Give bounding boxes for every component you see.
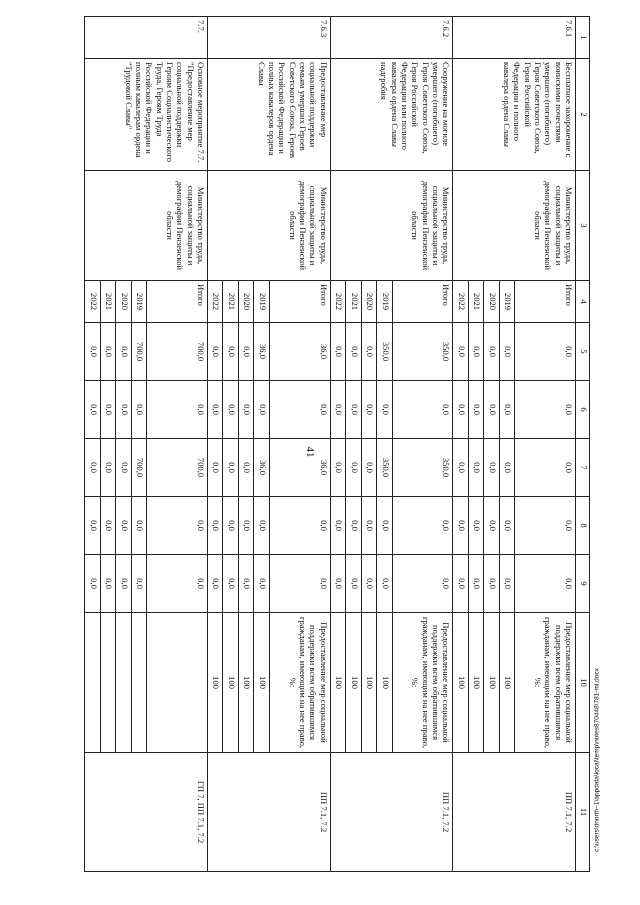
year-value: 0,0 [377,497,393,555]
indicator-value: 100 [484,613,500,753]
year-value: 0,0 [499,381,515,439]
total-value: 36,0 [269,439,330,497]
measure-name: Бесплатное захоронение с воинскими почестями умершего (погибшего) Героя Советского Союза, Героя Российской Федерации и полного кавалера ордена Славы [453,59,576,171]
year-value: 0,0 [238,555,254,613]
year-cell: 2019 [254,281,270,323]
program-row [392,17,453,872]
year-cell: 2019 [131,281,147,323]
header-cell: 4 [576,281,590,323]
year-cell: 2021 [223,281,239,323]
reference-cell: ПП 7.1, 7.2 [207,753,330,872]
header-cell: 7 [576,439,590,497]
indicator-value: 100 [346,613,362,753]
year-value: 0,0 [346,497,362,555]
year-value: 0,0 [330,439,346,497]
indicator-value: 100 [361,613,377,753]
total-value: 0,0 [269,497,330,555]
indicator-value: 100 [468,613,484,753]
year-value: 36,0 [254,323,270,381]
measure-name: Сооружение на могиле умершего (погибшего) Героя Советского Союза, Героя Российской Федерации или полного кавалера ордена Славы надгробия [330,59,453,171]
header-row [576,17,590,872]
year-value: 0,0 [207,323,223,381]
year-cell: 2020 [116,281,132,323]
total-label: Итого [515,281,576,323]
year-value: 0,0 [85,439,101,497]
year-value: 0,0 [330,323,346,381]
header-cell: 10 [576,613,590,753]
year-cell: 2019 [499,281,515,323]
header-cell: 6 [576,381,590,439]
year-value: 0,0 [254,555,270,613]
total-label: Итого [392,281,453,323]
year-value: 0,0 [330,497,346,555]
year-cell: 2022 [207,281,223,323]
year-value: 0,0 [361,555,377,613]
total-value: 0,0 [147,555,208,613]
year-value: 0,0 [131,497,147,555]
executor-cell: Министерство труда, социальной защиты и демографии Пензенской области [453,171,576,281]
year-value: 0,0 [484,439,500,497]
measure-name: Основное мероприятие 7.7. "Предоставление мер социальной поддержки Героям Социалистического Труда, Героям Труда Российской Федерации и полным кавалерам ордена "Трудовой Славы" [85,59,208,171]
total-value: 0,0 [515,323,576,381]
executor-cell: Министерство труда, социальной защиты и демографии Пензенской области [207,171,330,281]
year-value: 0,0 [346,439,362,497]
indicator-cell: Предоставление мер социальной поддержки всем обратившимся гражданам, имеющим на нее право, %: [392,613,453,753]
year-value: 36,0 [254,439,270,497]
year-value: 0,0 [100,323,116,381]
total-value: 0,0 [392,497,453,555]
executor-cell: Министерство труда, социальной защиты и демографии Пензенской области [85,171,208,281]
year-value: 0,0 [223,323,239,381]
year-value: 0,0 [484,555,500,613]
year-value: 0,0 [238,439,254,497]
year-cell: 2021 [346,281,362,323]
indicator-cell: Предоставление мер социальной поддержки всем обратившимся гражданам, имеющим на нее право, %: [515,613,576,753]
year-value: 0,0 [468,439,484,497]
year-value: 0,0 [453,323,469,381]
year-value: 0,0 [116,555,132,613]
year-value: 0,0 [116,381,132,439]
total-value: 0,0 [392,555,453,613]
header-cell: 5 [576,323,590,381]
indicator-value [131,613,147,753]
year-cell: 2019 [377,281,393,323]
program-table [84,16,590,872]
indicator-cell [147,613,208,753]
year-value: 0,0 [361,323,377,381]
year-value: 350,0 [377,323,393,381]
year-value: 700,0 [131,439,147,497]
indicator-value: 100 [499,613,515,753]
total-value: 0,0 [147,497,208,555]
indicator-value [116,613,132,753]
year-cell: 2020 [238,281,254,323]
year-value: 0,0 [484,381,500,439]
total-value: 350,0 [392,439,453,497]
year-cell: 2022 [330,281,346,323]
reference-cell: ПП 7.1, 7.2 [330,753,453,872]
year-value: 0,0 [85,381,101,439]
year-value: 0,0 [223,439,239,497]
year-value: 0,0 [223,555,239,613]
indicator-value [100,613,116,753]
year-value: 0,0 [499,555,515,613]
reference-cell: ПП 7.1, 7.2 [453,753,576,872]
rotated-table-container [84,16,590,871]
total-value: 0,0 [269,555,330,613]
year-value: 0,0 [361,497,377,555]
year-value: 0,0 [100,497,116,555]
year-cell: 2022 [453,281,469,323]
total-value: 350,0 [392,323,453,381]
year-value: 0,0 [468,381,484,439]
total-value: 0,0 [515,497,576,555]
indicator-value: 100 [377,613,393,753]
year-value: 0,0 [453,497,469,555]
year-value: 0,0 [361,381,377,439]
year-value: 0,0 [499,439,515,497]
executor-cell: Министерство труда, социальной защиты и демографии Пензенской области [330,171,453,281]
year-value: 0,0 [468,497,484,555]
total-value: 0,0 [515,439,576,497]
reference-cell: ГП 7, ПП 7.1, 7.2 [85,753,208,872]
header-cell: 3 [576,171,590,281]
year-value: 0,0 [238,323,254,381]
year-value: 0,0 [207,381,223,439]
total-value: 700,0 [147,323,208,381]
year-value: 0,0 [330,381,346,439]
measure-name: Предоставление мер социальной поддержки семьям умерших Героев Советского Союза, Героев Российской Федерации и полных кавалеров ордена Славы [207,59,330,171]
year-value: 0,0 [223,381,239,439]
year-value: 0,0 [453,555,469,613]
year-value: 0,0 [207,555,223,613]
row-number: 7.6.3 [207,17,330,59]
year-value: 0,0 [238,381,254,439]
year-value: 0,0 [100,381,116,439]
year-cell: 2021 [468,281,484,323]
year-value: 0,0 [484,323,500,381]
row-number: 7.7. [85,17,208,59]
year-value: 0,0 [499,497,515,555]
year-value: 0,0 [346,323,362,381]
indicator-value: 100 [453,613,469,753]
total-value: 36,0 [269,323,330,381]
total-label: Итого [269,281,330,323]
file-path: c:\users\dnorth~1\appdata\local\temp\notes870448\781-mi.docx [593,668,601,852]
program-row [147,17,208,872]
year-value: 0,0 [238,497,254,555]
year-value: 0,0 [346,555,362,613]
year-value: 0,0 [100,439,116,497]
year-value: 0,0 [207,497,223,555]
year-value: 0,0 [361,439,377,497]
year-cell: 2020 [361,281,377,323]
row-number: 7.6.1 [453,17,576,59]
year-value: 0,0 [468,555,484,613]
year-value: 0,0 [377,381,393,439]
year-value: 0,0 [499,323,515,381]
total-value: 0,0 [392,381,453,439]
year-value: 0,0 [346,381,362,439]
total-label: Итого [147,281,208,323]
year-value: 0,0 [223,497,239,555]
year-value: 0,0 [330,555,346,613]
year-value: 0,0 [468,323,484,381]
program-row [515,17,576,872]
year-cell: 2020 [484,281,500,323]
header-cell: 9 [576,555,590,613]
header-cell: 2 [576,59,590,171]
year-value: 0,0 [85,323,101,381]
year-value: 0,0 [453,439,469,497]
year-value: 0,0 [85,497,101,555]
row-number: 7.6.2 [330,17,453,59]
header-cell: 8 [576,497,590,555]
year-value: 0,0 [85,555,101,613]
indicator-value [85,613,101,753]
year-cell: 2021 [100,281,116,323]
total-value: 0,0 [515,555,576,613]
header-cell: 11 [576,753,590,872]
year-value: 0,0 [484,497,500,555]
year-value: 0,0 [207,439,223,497]
year-value: 0,0 [377,555,393,613]
year-value: 0,0 [100,555,116,613]
indicator-value: 100 [238,613,254,753]
total-value: 0,0 [269,381,330,439]
year-value: 350,0 [377,439,393,497]
indicator-value: 100 [254,613,270,753]
year-value: 0,0 [116,439,132,497]
year-cell: 2022 [85,281,101,323]
year-value: 0,0 [131,381,147,439]
program-row [269,17,330,872]
total-value: 0,0 [515,381,576,439]
year-value: 0,0 [254,497,270,555]
year-value: 0,0 [254,381,270,439]
indicator-value: 100 [330,613,346,753]
year-value: 0,0 [453,381,469,439]
year-value: 0,0 [116,497,132,555]
year-value: 0,0 [131,555,147,613]
indicator-value: 100 [207,613,223,753]
total-value: 0,0 [147,381,208,439]
year-value: 700,0 [131,323,147,381]
total-value: 700,0 [147,439,208,497]
page-number: 41 [304,446,316,458]
header-cell: 1 [576,17,590,59]
year-value: 0,0 [116,323,132,381]
indicator-value: 100 [223,613,239,753]
indicator-cell: Предоставление мер социальной поддержки всем обратившимся гражданам, имеющим на нее право, %: [269,613,330,753]
